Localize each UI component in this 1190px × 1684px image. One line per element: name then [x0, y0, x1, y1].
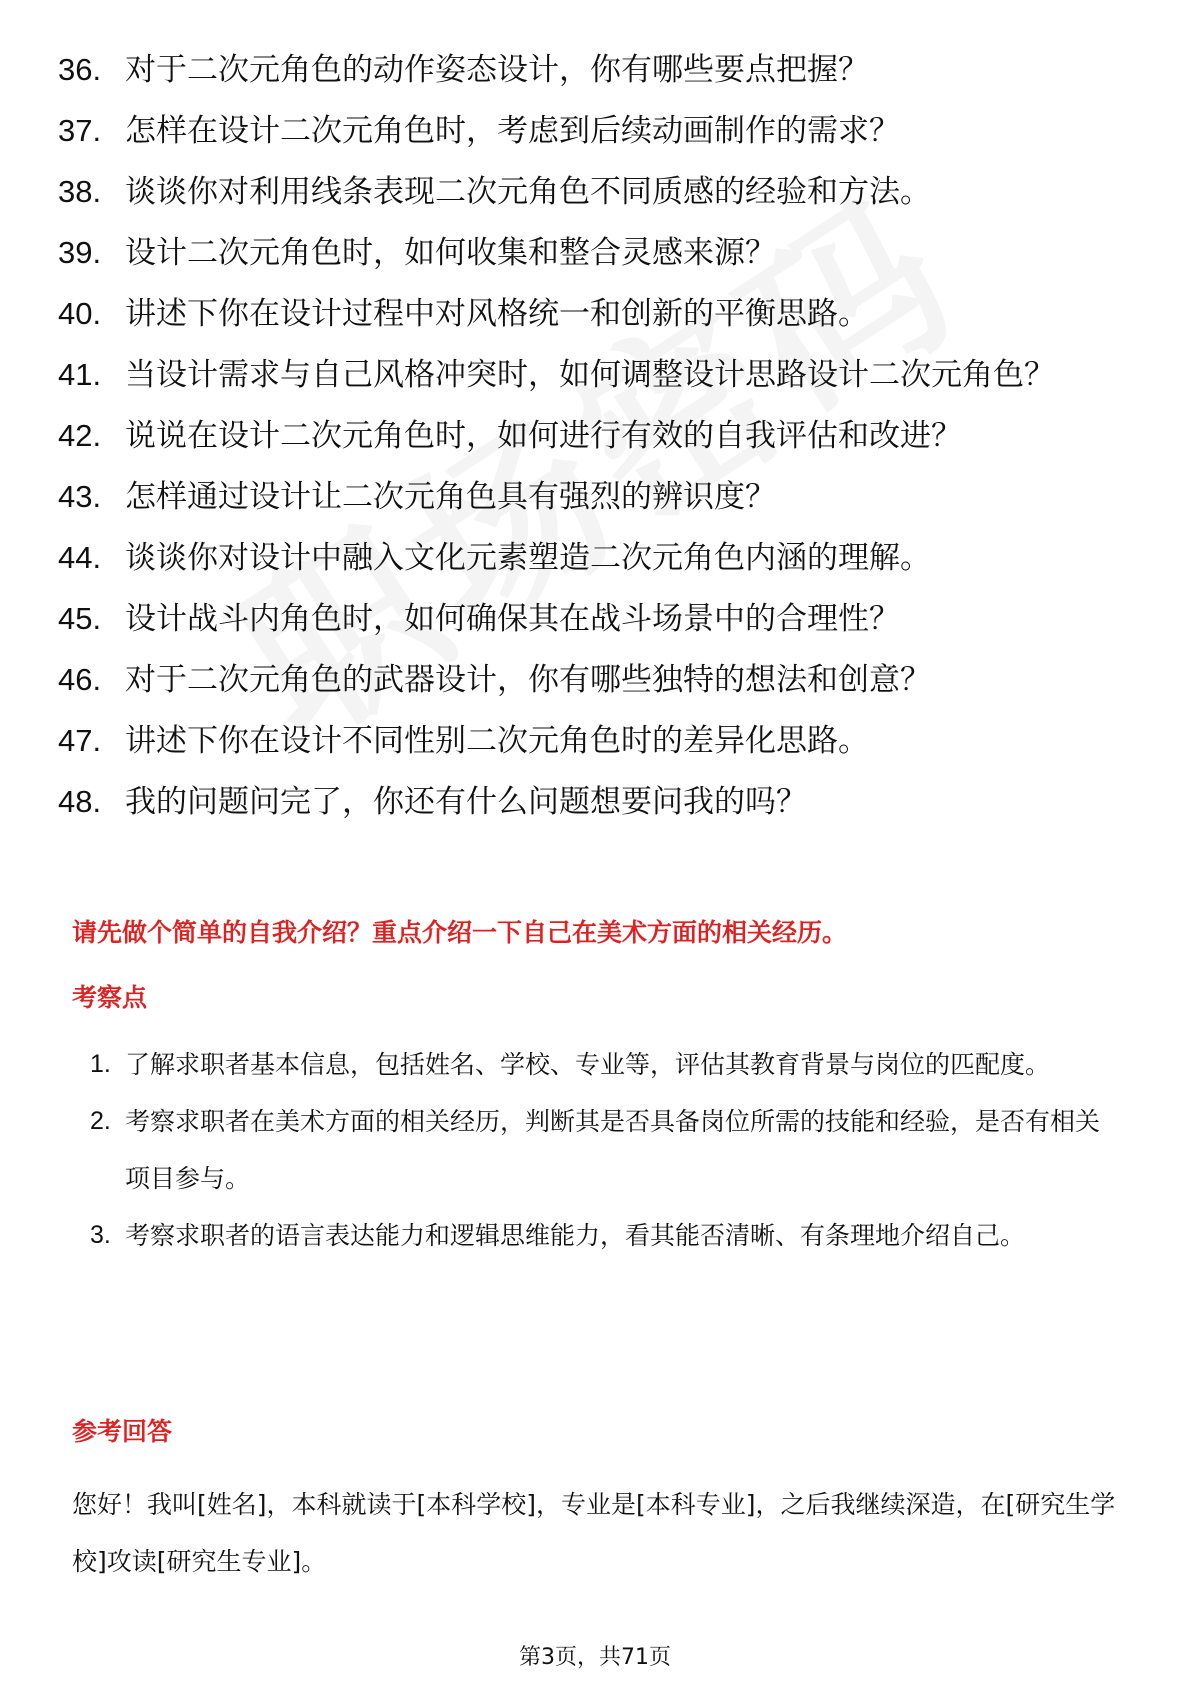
point-text: 考察求职者的语言表达能力和逻辑思维能力，看其能否清晰、有条理地介绍自己。: [125, 1221, 1026, 1250]
question-number: 38.: [58, 174, 102, 209]
page-number: 第3页，共71页: [519, 1645, 671, 1670]
question-text: 当设计需求与自己风格冲突时，如何调整设计思路设计二次元角色？: [125, 357, 1055, 393]
question-text: 对于二次元角色的动作姿态设计，你有哪些要点把握？: [125, 52, 869, 88]
question-text: 怎样在设计二次元角色时，考虑到后续动画制作的需求？: [125, 113, 900, 149]
question-list: [58, 50, 1118, 843]
point-number: 1.: [90, 1050, 111, 1078]
question-number: 41.: [58, 357, 102, 392]
question-number: 36.: [58, 52, 102, 87]
question-text: 讲述下你在设计过程中对风格统一和创新的平衡思路。: [125, 296, 869, 332]
question-number: 43.: [58, 479, 102, 514]
list-item: [72, 1207, 1112, 1264]
question-number: 37.: [58, 113, 102, 148]
question-text: 对于二次元角色的武器设计，你有哪些独特的想法和创意？: [125, 662, 931, 698]
question-text: 谈谈你对设计中融入文化元素塑造二次元角色内涵的理解。: [125, 540, 931, 576]
question-text: 说说在设计二次元角色时，如何进行有效的自我评估和改进？: [125, 418, 962, 454]
point-number: 2.: [90, 1107, 111, 1135]
list-item: [58, 660, 1118, 700]
question-number: 40.: [58, 296, 102, 331]
question-text: 怎样通过设计让二次元角色具有强烈的辨识度？: [125, 479, 776, 515]
question-text: 设计战斗内角色时，如何确保其在战斗场景中的合理性？: [125, 601, 900, 637]
question-number: 45.: [58, 601, 102, 636]
question-number: 46.: [58, 662, 102, 697]
question-text: 设计二次元角色时，如何收集和整合灵感来源？: [125, 235, 776, 271]
reference-heading: 参考回答: [72, 1417, 173, 1446]
question-number: 47.: [58, 723, 102, 758]
list-item: [58, 172, 1118, 212]
question-text: 讲述下你在设计不同性别二次元角色时的差异化思路。: [125, 723, 869, 759]
question-number: 42.: [58, 418, 102, 453]
list-item: [58, 294, 1118, 334]
question-number: 48.: [58, 784, 102, 819]
list-item: [58, 538, 1118, 578]
point-text: 了解求职者基本信息，包括姓名、学校、专业等，评估其教育背景与岗位的匹配度。: [125, 1050, 1051, 1079]
list-item: [72, 1093, 1112, 1207]
list-item: [58, 782, 1118, 822]
list-item: [58, 599, 1118, 639]
list-item: [58, 355, 1118, 395]
list-item: [58, 477, 1118, 517]
list-item: [58, 721, 1118, 761]
question-text: 我的问题问完了，你还有什么问题想要问我的吗？: [125, 784, 807, 820]
assessment-heading: 考察点: [72, 983, 148, 1012]
reference-answer: 您好！我叫[姓名]，本科就读于[本科学校]，专业是[本科专业]，之后我继续深造，在[研究生学校]攻读[研究生专业]。: [72, 1490, 1116, 1576]
point-number: 3.: [90, 1221, 111, 1249]
featured-question: 请先做个简单的自我介绍？重点介绍一下自己在美术方面的相关经历。: [72, 918, 848, 947]
assessment-list: [72, 1036, 1112, 1264]
list-item: [58, 50, 1118, 90]
question-number: 39.: [58, 235, 102, 270]
list-item: [72, 1036, 1112, 1093]
list-item: [58, 233, 1118, 273]
list-item: [58, 416, 1118, 456]
question-text: 谈谈你对利用线条表现二次元角色不同质感的经验和方法。: [125, 174, 931, 210]
point-text: 考察求职者在美术方面的相关经历，判断其是否具备岗位所需的技能和经验，是否有相关项目参与。: [125, 1107, 1101, 1193]
question-number: 44.: [58, 540, 102, 575]
list-item: [58, 111, 1118, 151]
